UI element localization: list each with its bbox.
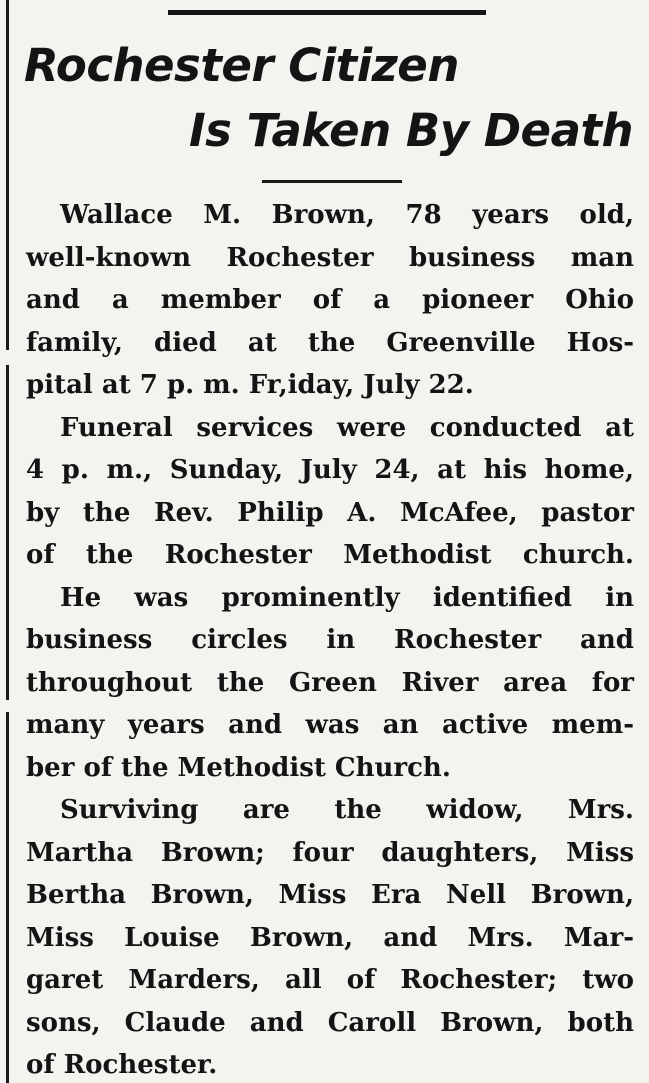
article-line: pital at 7 p. m. Fr,iday, July 22. [26, 370, 474, 400]
article-line: of Rochester. [26, 1050, 218, 1080]
article-line: ber of the Methodist Church. [26, 752, 451, 783]
article-line: business circles in Rochester and [26, 625, 634, 655]
headline-top-rule [168, 10, 486, 15]
article-line: Wallace M. Brown, 78 years old, [60, 200, 634, 230]
article-line: of the Rochester Methodist church. [26, 540, 634, 570]
article-body [26, 194, 634, 1083]
headline-line-2: Is Taken By Death [188, 104, 633, 157]
article-line: Miss Louise Brown, and Mrs. Mar- [26, 922, 634, 953]
article-line: Bertha Brown, Miss Era Nell Brown, [26, 880, 634, 910]
article-line: well-known Rochester business man [26, 242, 634, 273]
article-line: He was prominently identified in [60, 582, 634, 613]
article-line: 4 p. m., Sunday, July 24, at his home, [26, 455, 634, 485]
article-line: Funeral services were conducted at [60, 412, 634, 443]
article-line: family, died at the Greenville Hos- [26, 327, 634, 358]
article-line: Martha Brown; four daughters, Miss [26, 837, 634, 868]
article-line: sons, Claude and Caroll Brown, both [26, 1007, 634, 1038]
article-line: throughout the Green River area for [26, 667, 634, 698]
article-line: garet Marders, all of Rochester; two [26, 965, 634, 995]
article-line: and a member of a pioneer Ohio [26, 285, 634, 315]
article-line: Surviving are the widow, Mrs. [60, 795, 634, 825]
column-rule [6, 712, 9, 1083]
article-line: many years and was an active mem- [26, 710, 634, 740]
column-rule [6, 365, 9, 700]
article-line: by the Rev. Philip A. McAfee, pastor [26, 497, 634, 528]
headline-line-1: Rochester Citizen [24, 39, 459, 92]
headline-divider [262, 180, 402, 183]
